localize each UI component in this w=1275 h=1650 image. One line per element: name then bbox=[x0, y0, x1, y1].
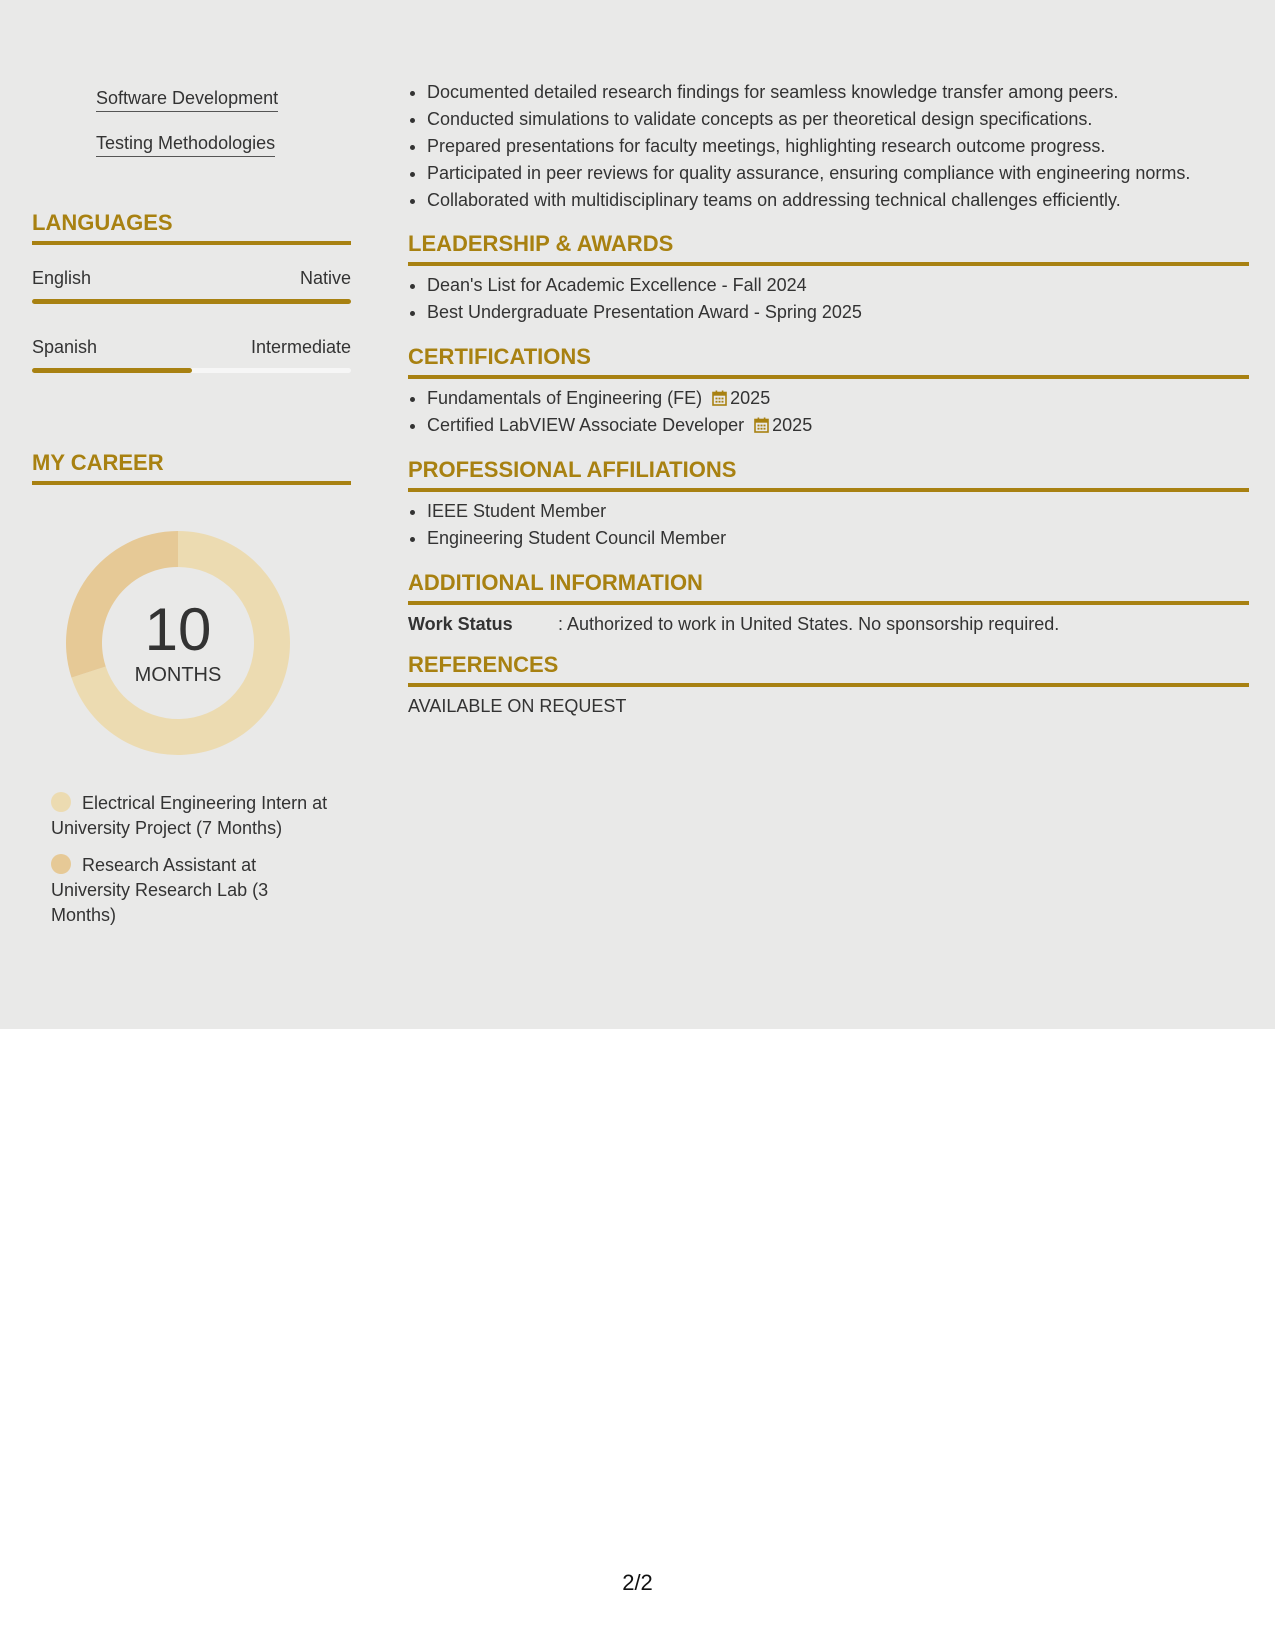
list-item: • IEEE Student Member bbox=[427, 498, 1249, 525]
career-legend-label: Research Assistant at University Research Lab (3 Months) bbox=[51, 855, 269, 925]
legend-dot-icon bbox=[51, 792, 71, 812]
language-name: English bbox=[32, 268, 92, 288]
language-proficiency-bar bbox=[32, 368, 351, 373]
skill-item: Software Development bbox=[96, 88, 278, 112]
career-legend-label: Electrical Engineering Intern at University Project (7 Months) bbox=[51, 793, 328, 838]
list-item: • Engineering Student Council Member bbox=[427, 525, 1249, 552]
skill-item: Testing Methodologies bbox=[96, 133, 275, 157]
list-item: • Best Undergraduate Presentation Award - Spring 2025 bbox=[427, 299, 1249, 326]
list-item: • Conducted simulations to validate concepts as per theoretical design specifications. bbox=[427, 106, 1249, 133]
right-column bbox=[408, 0, 1249, 717]
references-heading: REFERENCES bbox=[408, 652, 1249, 687]
certification-year: 2025 bbox=[730, 388, 771, 408]
list-item: • Documented detailed research findings for seamless knowledge transfer among peers. bbox=[427, 79, 1249, 106]
additional-info-heading: ADDITIONAL INFORMATION bbox=[408, 570, 1249, 605]
affiliations-list bbox=[408, 498, 1249, 552]
languages-heading: LANGUAGES bbox=[32, 210, 351, 245]
language-proficiency-fill bbox=[32, 368, 192, 373]
work-status-value: : Authorized to work in United States. No sponsorship required. bbox=[558, 614, 1060, 634]
career-legend-item bbox=[51, 791, 341, 841]
language-name: Spanish bbox=[32, 337, 98, 357]
career-heading: MY CAREER bbox=[32, 450, 351, 485]
work-status-label: Work Status bbox=[408, 614, 513, 634]
certification-name: Certified LabVIEW Associate Developer bbox=[427, 415, 745, 435]
list-item bbox=[427, 412, 1249, 439]
experience-bullet-list bbox=[408, 79, 1249, 214]
language-level: Native bbox=[299, 268, 351, 288]
career-total-unit: MONTHS bbox=[134, 664, 222, 686]
leadership-heading: LEADERSHIP & AWARDS bbox=[408, 231, 1249, 266]
page-number: 2/2 bbox=[622, 1570, 653, 1595]
leadership-list bbox=[408, 272, 1249, 326]
legend-dot-icon bbox=[51, 854, 71, 874]
list-item: • Collaborated with multidisciplinary teams on addressing technical challenges efficiently. bbox=[427, 187, 1249, 214]
references-text: AVAILABLE ON REQUEST bbox=[408, 696, 627, 716]
language-proficiency-fill bbox=[32, 299, 351, 304]
certification-year: 2025 bbox=[772, 415, 813, 435]
career-legend-item bbox=[51, 853, 301, 928]
list-item bbox=[427, 385, 1249, 412]
career-section bbox=[32, 450, 351, 485]
work-status-row bbox=[408, 611, 1249, 638]
calendar-icon bbox=[754, 417, 769, 433]
languages-section bbox=[32, 210, 351, 245]
language-proficiency-bar bbox=[32, 299, 351, 304]
certifications-list bbox=[408, 385, 1249, 439]
certification-name: Fundamentals of Engineering (FE) bbox=[427, 388, 703, 408]
certifications-heading: CERTIFICATIONS bbox=[408, 344, 1249, 379]
career-total-value: 10 bbox=[144, 596, 212, 663]
list-item: • Participated in peer reviews for quality assurance, ensuring compliance with engineering norms. bbox=[427, 160, 1249, 187]
language-level: Intermediate bbox=[250, 337, 351, 357]
list-item: • Dean's List for Academic Excellence - Fall 2024 bbox=[427, 272, 1249, 299]
calendar-icon bbox=[712, 390, 727, 406]
affiliations-heading: PROFESSIONAL AFFILIATIONS bbox=[408, 457, 1249, 492]
list-item: • Prepared presentations for faculty meetings, highlighting research outcome progress. bbox=[427, 133, 1249, 160]
